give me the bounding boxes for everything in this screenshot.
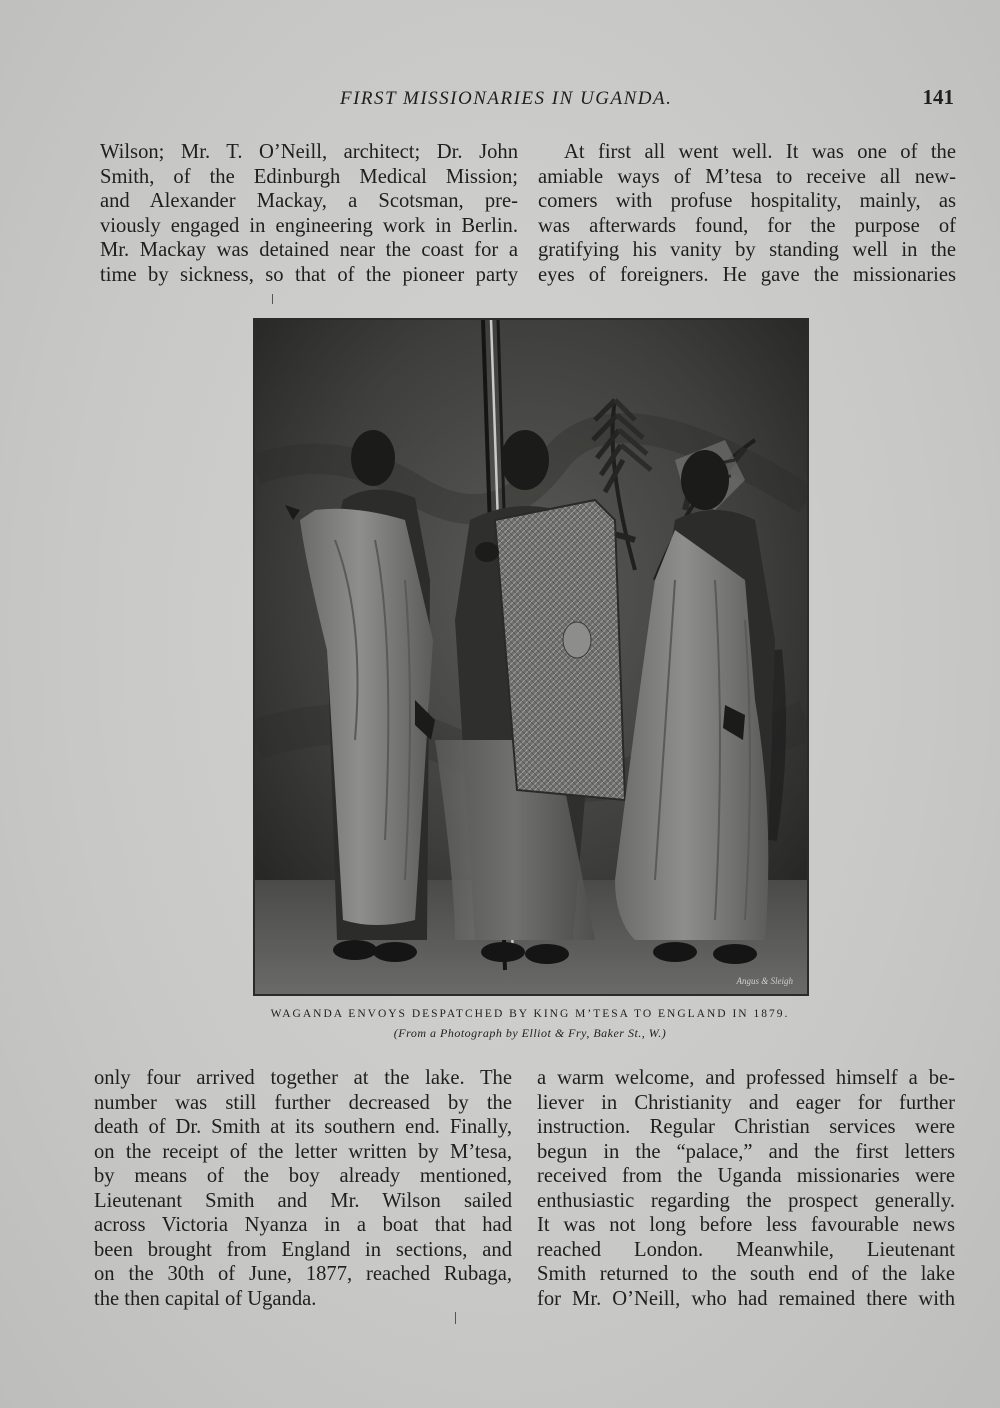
text-line: gratifying his vanity by standing well in the: [538, 239, 956, 261]
text-column-bottom-right: [537, 1066, 955, 1311]
text-line: It was not long before less favourable news: [537, 1214, 955, 1236]
text-line: across Victoria Nyanza in a boat that had: [94, 1214, 512, 1236]
text-line: death of Dr. Smith at its southern end. Finally,: [94, 1116, 512, 1138]
text-line: by means of the boy already mentioned,: [94, 1165, 512, 1187]
text-line: enthusiastic regarding the prospect generally.: [537, 1189, 955, 1212]
text-line: instruction. Regular Christian services were: [537, 1116, 955, 1138]
page-number: 141: [922, 85, 954, 109]
text-line: Wilson; Mr. T. O’Neill, architect; Dr. John: [100, 141, 518, 163]
text-line: Smith, of the Edinburgh Medical Mission;: [100, 165, 518, 188]
text-line: viously engaged in engineering work in Berlin.: [100, 214, 518, 237]
stray-print-mark: [272, 294, 273, 304]
text-line: reached London. Meanwhile, Lieutenant: [537, 1238, 955, 1261]
text-line: comers with profuse hospitality, mainly, as: [538, 190, 956, 212]
text-line: a warm welcome, and professed himself a be-: [537, 1067, 955, 1089]
text-line: been brought from England in sections, and: [94, 1238, 512, 1261]
text-line: Mr. Mackay was detained near the coast for a: [100, 239, 518, 261]
stray-print-mark: [455, 1312, 456, 1324]
text-line: was afterwards found, for the purpose of: [538, 214, 956, 237]
text-line: on the receipt of the letter written by M’tesa,: [94, 1140, 512, 1163]
text-line: only four arrived together at the lake. The: [94, 1067, 512, 1089]
text-line: number was still further decreased by the: [94, 1091, 512, 1114]
text-line: begun in the “palace,” and the first letters: [537, 1140, 955, 1163]
running-head: [0, 85, 1000, 116]
photo-caption: WAGANDA ENVOYS DESPATCHED BY KING M’TESA TO ENGLAND IN 1879.: [270, 1008, 790, 1020]
envoys-photograph: [255, 320, 807, 994]
text-line: liever in Christianity and eager for further: [537, 1091, 955, 1114]
photo-credit: (From a Photograph by Elliot & Fry, Baker St., W.): [393, 1026, 667, 1040]
text-line: the then capital of Uganda.: [94, 1287, 317, 1310]
text-line: for Mr. O’Neill, who had remained there with: [537, 1287, 955, 1310]
text-column-bottom-left: [94, 1066, 512, 1311]
text-column-top-right: [538, 140, 956, 287]
text-line: Smith returned to the south end of the lake: [537, 1263, 955, 1285]
photograph-plate: [253, 318, 809, 996]
text-line: eyes of foreigners. He gave the missionaries: [538, 263, 956, 286]
text-line: Lieutenant Smith and Mr. Wilson sailed: [94, 1189, 512, 1212]
text-line: on the 30th of June, 1877, reached Rubaga,: [94, 1263, 512, 1285]
running-title: FIRST MISSIONARIES IN UGANDA.: [340, 88, 673, 109]
text-line: received from the Uganda missionaries were: [537, 1165, 955, 1187]
text-column-top-left: [100, 140, 518, 287]
text-line: amiable ways of M’tesa to receive all new-: [538, 165, 956, 188]
engraver-signature: Angus & Sleigh: [736, 976, 793, 986]
text-line: time by sickness, so that of the pioneer party: [100, 263, 518, 286]
text-line: At first all went well. It was one of the: [564, 141, 956, 163]
text-line: and Alexander Mackay, a Scotsman, pre-: [100, 190, 518, 212]
